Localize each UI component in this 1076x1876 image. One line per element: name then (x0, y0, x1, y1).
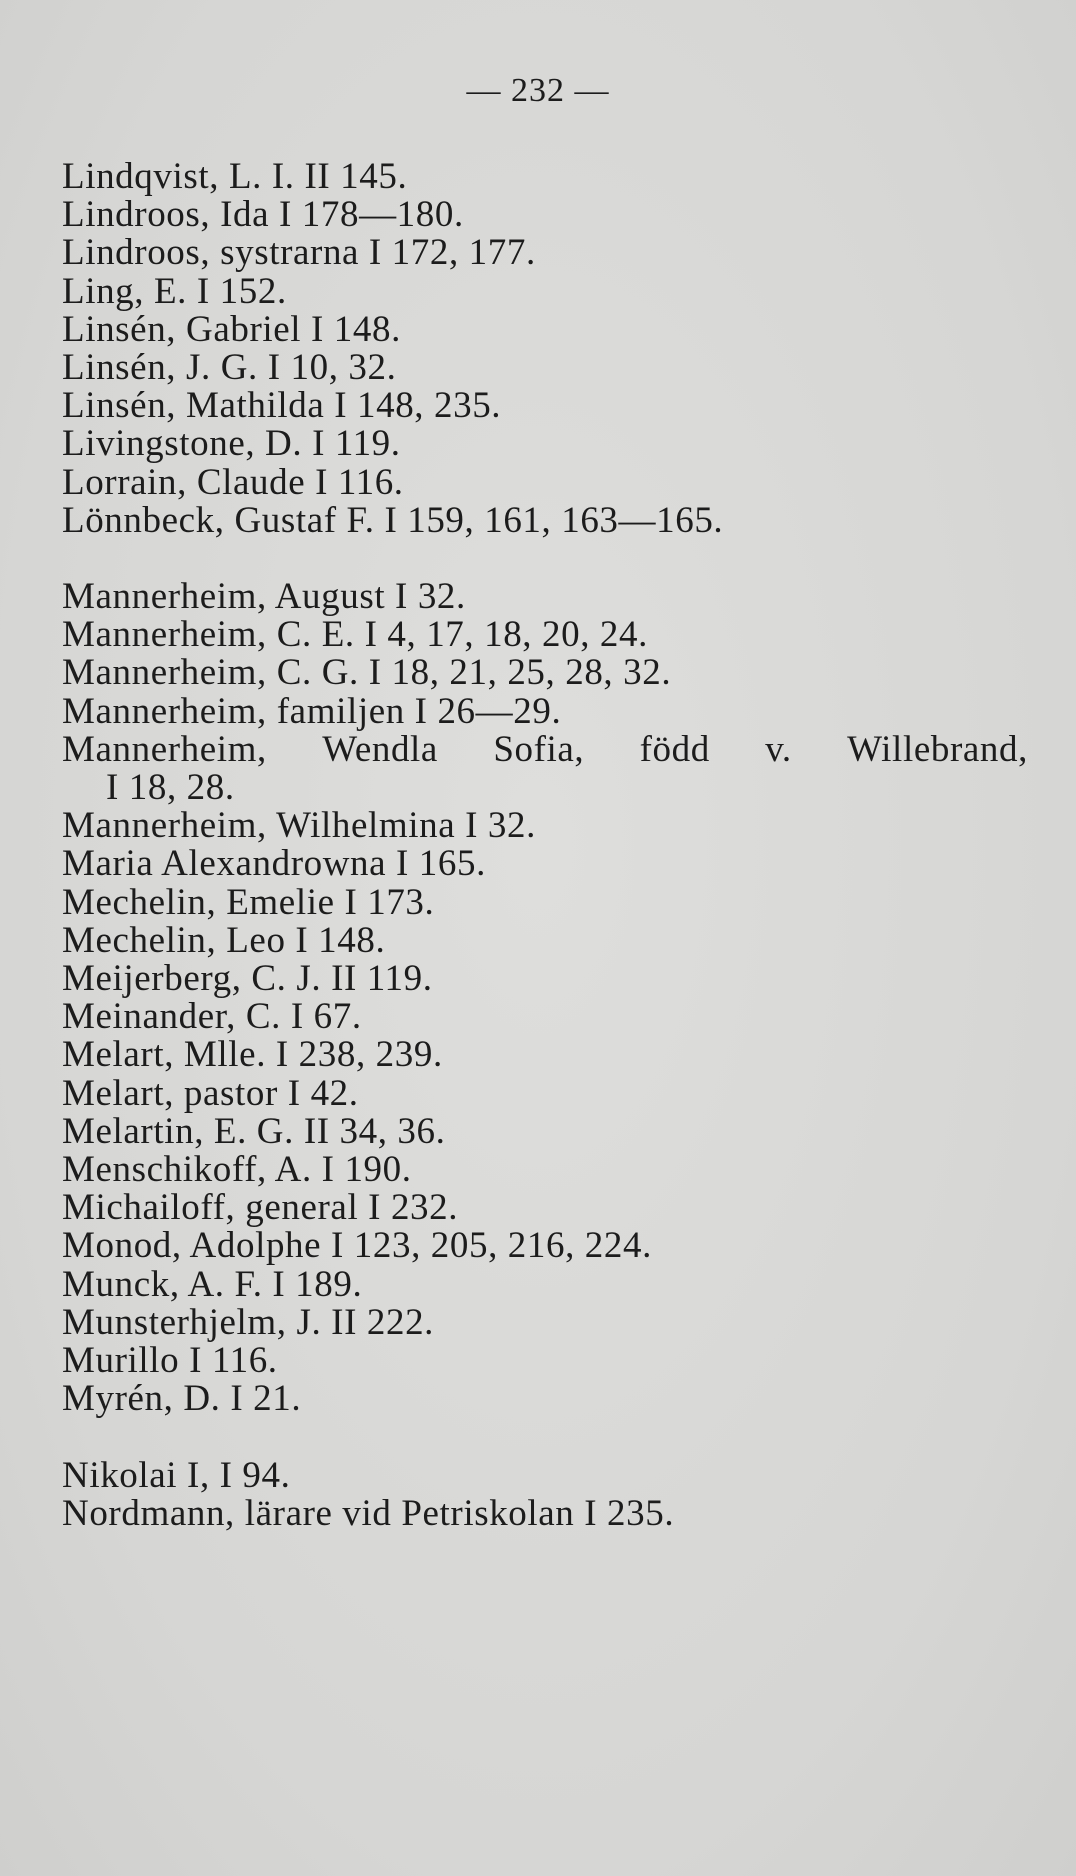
index-entry: Mannerheim, familjen I 26—29. (62, 690, 562, 732)
index-entry: Linsén, Mathilda I 148, 235. (62, 385, 502, 427)
index-entry: Livingstone, D. I 119. (62, 423, 401, 465)
group-spacer (62, 540, 1042, 578)
entry-word: född (639, 728, 710, 770)
index-entry: Mechelin, Leo I 148. (62, 919, 386, 961)
index-entry: Myrén, D. I 21. (62, 1378, 302, 1420)
index-entry: Mannerheim, C. G. I 18, 21, 25, 28, 32. (62, 652, 672, 694)
index-entry: Mannerheim, C. E. I 4, 17, 18, 20, 24. (62, 614, 648, 656)
index-entry: Lönnbeck, Gustaf F. I 159, 161, 163—165. (62, 499, 724, 541)
index-entry: Lindroos, Ida I 178—180. (62, 194, 464, 236)
entry-word: Mannerheim, (62, 728, 267, 770)
index-entry: Mechelin, Emelie I 173. (62, 881, 435, 923)
index-entry: Maria Alexandrowna I 165. (62, 843, 486, 885)
entry-word: Willebrand, (847, 728, 1028, 770)
page-number: — 232 — (466, 72, 610, 109)
entry-word: Wendla (322, 728, 438, 770)
index-entry: Lorrain, Claude I 116. (62, 461, 404, 503)
index-entry: Menschikoff, A. I 190. (62, 1149, 412, 1191)
index-entry: Melart, Mlle. I 238, 239. (62, 1034, 443, 1076)
index-entry: Linsén, Gabriel I 148. (62, 308, 401, 350)
index-entry: Michailoff, general I 232. (62, 1187, 459, 1229)
index-group-m (62, 578, 1042, 1418)
name-index (62, 158, 1042, 1533)
index-entry: Meinander, C. I 67. (62, 996, 362, 1038)
index-entry: Munck, A. F. I 189. (62, 1263, 363, 1305)
index-group-l (62, 158, 1042, 540)
entry-word: Sofia, (493, 728, 585, 770)
index-entry: Lindroos, systrarna I 172, 177. (62, 232, 536, 274)
group-spacer (62, 1419, 1042, 1457)
index-entry: Monod, Adolphe I 123, 205, 216, 224. (62, 1225, 652, 1267)
index-entry-justified (62, 728, 1028, 770)
index-entry: Linsén, J. G. I 10, 32. (62, 347, 397, 389)
index-entry-continuation: I 18, 28. (106, 767, 235, 809)
index-group-n (62, 1454, 1042, 1534)
index-entry: Melartin, E. G. II 34, 36. (62, 1110, 446, 1152)
index-entry: Melart, pastor I 42. (62, 1072, 359, 1114)
index-entry: Munsterhjelm, J. II 222. (62, 1301, 435, 1343)
index-entry: Lindqvist, L. I. II 145. (62, 156, 408, 197)
index-entry: Mannerheim, August I 32. (62, 576, 466, 618)
index-entry: Meijerberg, C. J. II 119. (62, 958, 433, 1000)
entry-word: v. (765, 728, 792, 770)
index-entry: Nordmann, lärare vid Petriskolan I 235. (62, 1492, 675, 1534)
index-entry: Ling, E. I 152. (62, 270, 287, 312)
index-entry: Nikolai I, I 94. (62, 1454, 291, 1496)
index-entry: Mannerheim, Wilhelmina I 32. (62, 805, 536, 847)
index-entry: Murillo I 116. (62, 1340, 278, 1382)
